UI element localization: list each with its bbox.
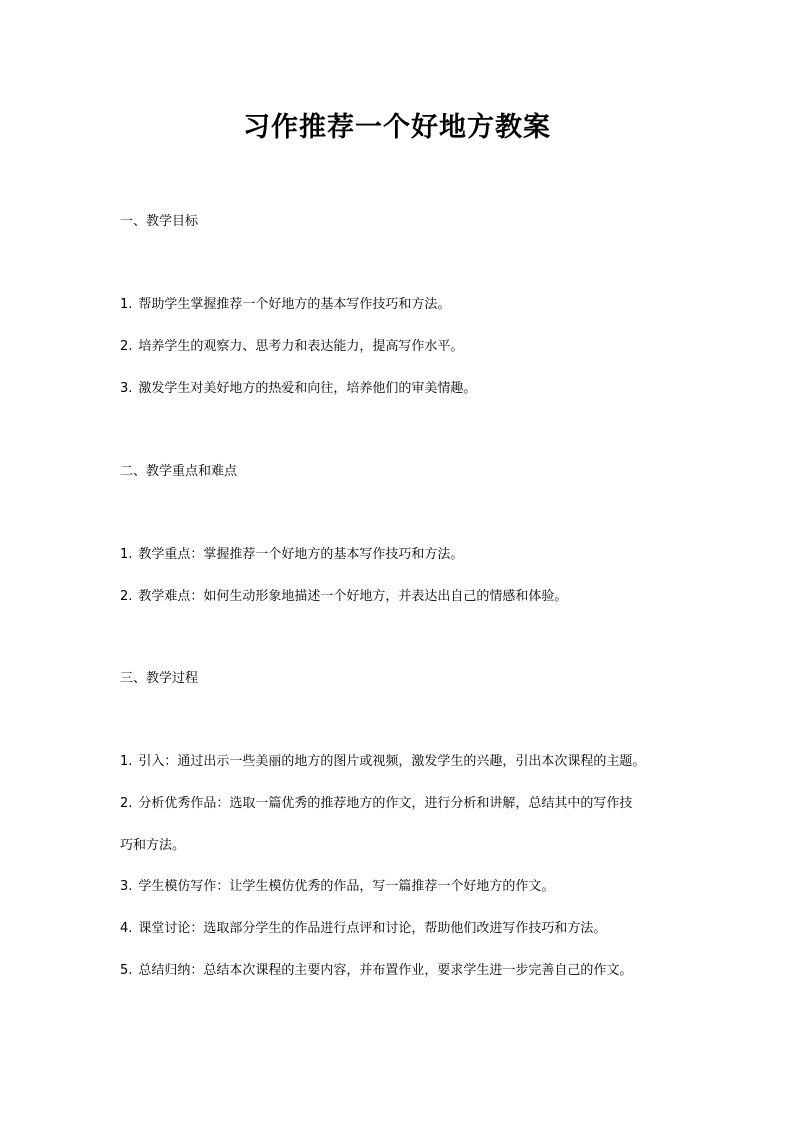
section-heading-key-points: 二、教学重点和难点 [120, 464, 238, 479]
list-item [120, 752, 690, 772]
item-number: 2. [120, 339, 133, 354]
item-text: 学生模仿写作：让学生模仿优秀的作品，写一篇推荐一个好地方的作文。 [138, 879, 555, 894]
list-item [120, 794, 690, 814]
list-item [120, 919, 690, 939]
list-item [120, 379, 690, 399]
item-number: 1. [120, 754, 133, 769]
list-item [120, 337, 690, 357]
item-number: 4. [120, 921, 133, 936]
item-text: 总结归纳：总结本次课程的主要内容，并布置作业，要求学生进一步完善自己的作文。 [138, 963, 633, 978]
list-item [120, 877, 690, 897]
list-item [120, 295, 690, 315]
list-item [120, 961, 690, 981]
item-text: 引入：通过出示一些美丽的地方的图片或视频，激发学生的兴趣，引出本次课程的主题。 [138, 754, 646, 769]
item-text: 帮助学生掌握推荐一个好地方的基本写作技巧和方法。 [138, 297, 451, 312]
item-number: 3. [120, 879, 133, 894]
item-text: 课堂讨论：选取部分学生的作品进行点评和讨论，帮助他们改进写作技巧和方法。 [138, 921, 607, 936]
item-number: 1. [120, 547, 133, 562]
item-text: 培养学生的观察力、思考力和表达能力，提高写作水平。 [138, 339, 464, 354]
document-title: 习作推荐一个好地方教案 [243, 112, 551, 143]
item-text: 教学重点：掌握推荐一个好地方的基本写作技巧和方法。 [138, 547, 464, 562]
item-number: 2. [120, 589, 133, 604]
item-text: 分析优秀作品：选取一篇优秀的推荐地方的作文，进行分析和讲解，总结其中的写作技 [138, 796, 633, 811]
item-number: 3. [120, 381, 133, 396]
item-number: 5. [120, 963, 133, 978]
section-heading-objectives: 一、教学目标 [120, 214, 199, 229]
item-number: 2. [120, 796, 133, 811]
section-heading-process: 三、教学过程 [120, 671, 199, 686]
item-text: 激发学生对美好地方的热爱和向往，培养他们的审美情趣。 [138, 381, 477, 396]
item-text: 教学难点：如何生动形象地描述一个好地方，并表达出自己的情感和体验。 [138, 589, 568, 604]
item-number: 1. [120, 297, 133, 312]
list-item [120, 587, 690, 607]
list-item [120, 545, 690, 565]
list-item-continuation: 巧和方法。 [120, 838, 186, 853]
